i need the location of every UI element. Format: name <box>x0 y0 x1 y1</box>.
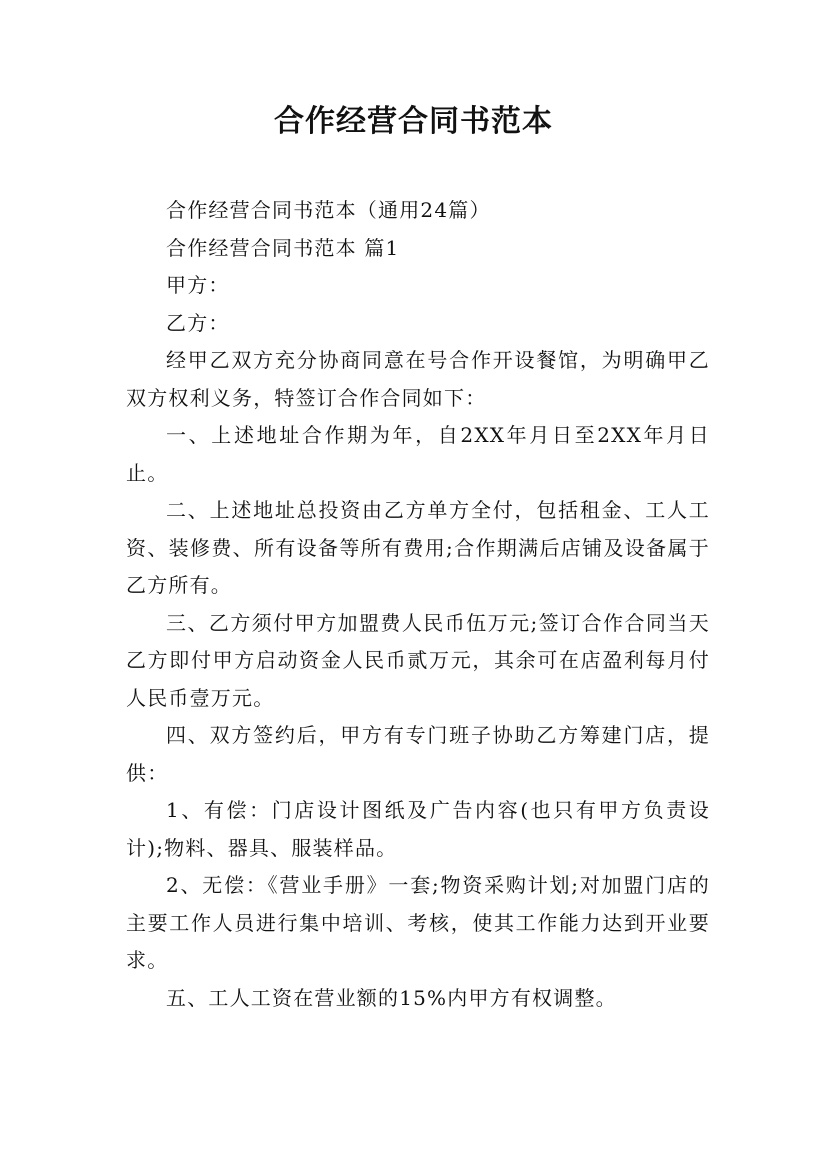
paragraph-clause-1: 一、上述地址合作期为年，自2XX年月日至2XX年月日止。 <box>126 423 710 485</box>
paragraph-party-a: 甲方： <box>166 273 230 297</box>
paragraph-clause-3: 三、乙方须付甲方加盟费人民币伍万元;签订合作合同当天乙方即付甲方启动资金人民币贰万元，其余可在店盈利每月付人民币壹万元。 <box>126 610 710 710</box>
document-title: 合作经营合同书范本 <box>274 104 553 139</box>
paragraph-clause-4: 四、双方签约后，甲方有专门班子协助乙方筹建门店，提供： <box>126 723 710 785</box>
paragraph-section-title: 合作经营合同书范本 篇1 <box>166 235 400 260</box>
paragraph-clause-5: 五、工人工资在营业额的15%内甲方有权调整。 <box>166 985 617 1010</box>
paragraph-clause-4-item-2: 2、无偿：《营业手册》一套;物资采购计划;对加盟门店的主要工作人员进行集中培训、考核，使其工作能力达到开业要求。 <box>126 873 710 972</box>
paragraph-preamble: 经甲乙双方充分协商同意在号合作开设餐馆，为明确甲乙双方权利义务，特签订合作合同如下： <box>126 348 710 410</box>
paragraph-clause-2: 二、上述地址总投资由乙方单方全付，包括租金、工人工资、装修费、所有设备等所有费用;合作期满后店铺及设备属于乙方所有。 <box>126 498 710 597</box>
paragraph-clause-4-item-1: 1、有偿：门店设计图纸及广告内容(也只有甲方负责设计);物料、器具、服装样品。 <box>126 798 710 860</box>
paragraph-party-b: 乙方： <box>166 310 230 335</box>
document-body <box>126 192 710 1017</box>
paragraph-heading: 合作经营合同书范本（通用24篇） <box>166 198 491 222</box>
